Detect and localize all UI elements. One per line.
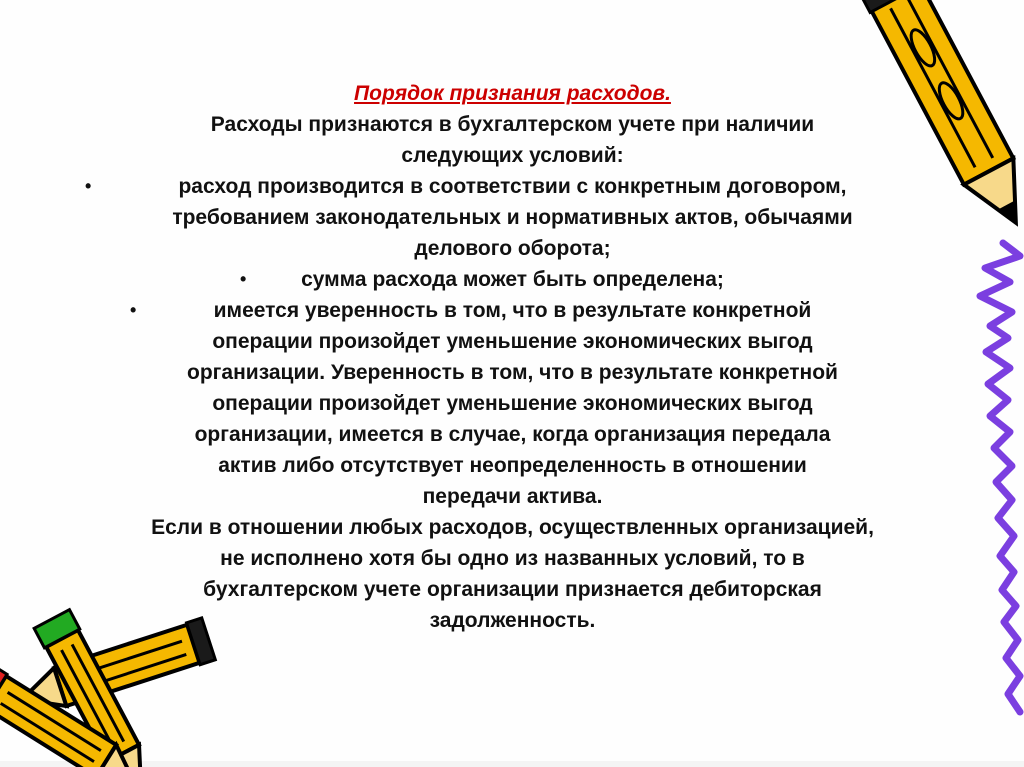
conclusion-line-2: не исполнено хотя бы одно из названных условий, то в <box>220 547 805 570</box>
conclusion-line-3: бухгалтерском учете организации признается дебиторская <box>203 578 822 601</box>
conclusion-line-4: задолженность. <box>429 609 596 632</box>
bullet-item-1 <box>60 171 965 264</box>
bullet-item-2 <box>60 264 965 295</box>
conclusion-line-1: Если в отношении любых расходов, осуществленных организацией, <box>151 516 874 539</box>
bullet-3-line-4: операции произойдет уменьшение экономических выгод <box>212 392 813 415</box>
slide-heading: Порядок признания расходов. <box>354 82 671 105</box>
intro-line-1: Расходы признаются в бухгалтерском учете при наличии <box>210 113 815 136</box>
bullet-icon: • <box>85 176 92 196</box>
bullet-3-line-1: имеется уверенность в том, что в результате конкретной <box>213 299 812 322</box>
bullet-1-line-1: расход производится в соответствии с конкретным договором, <box>178 175 847 198</box>
slide-body <box>60 78 965 636</box>
bullet-icon: • <box>240 269 247 289</box>
bullet-3-line-7: передачи актива. <box>422 485 603 508</box>
intro-line-2: следующих условий: <box>401 144 624 167</box>
bullet-item-3 <box>60 295 965 512</box>
bullet-3-line-6: актив либо отсутствует неопределенность в отношении <box>218 454 807 477</box>
bullet-3-line-2: операции произойдет уменьшение экономических выгод <box>212 330 813 353</box>
bullet-1-line-2: требованием законодательных и нормативных актов, обычаями <box>172 206 853 229</box>
bullet-3-line-5: организации, имеется в случае, когда организация передала <box>194 423 831 446</box>
bullet-1-line-3: делового оборота; <box>414 237 611 260</box>
bullet-2-line-1: сумма расхода может быть определена; <box>301 268 724 291</box>
purple-squiggle-right <box>980 243 1020 712</box>
bullet-3-line-3: организации. Уверенность в том, что в результате конкретной <box>187 361 838 384</box>
bullet-icon: • <box>130 300 137 320</box>
